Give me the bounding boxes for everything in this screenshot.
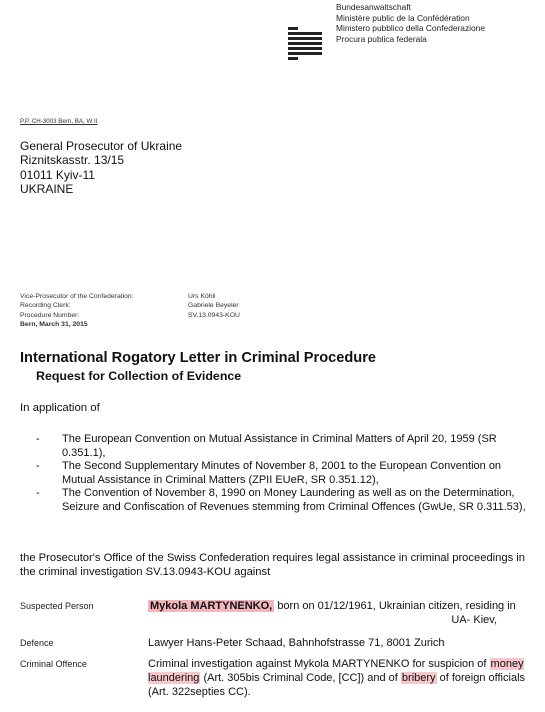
agency-line: Bundesanwaltschaft — [336, 2, 411, 12]
document-title: International Rogatory Letter in Criminal Procedure — [20, 350, 376, 366]
offence-text: Criminal investigation against Mykola MARTYNENKO for suspicion of — [148, 658, 487, 670]
highlight-bribery: bribery — [401, 672, 436, 684]
meta-row — [20, 292, 240, 301]
suspect-label: Suspected Person — [20, 601, 94, 611]
suspect-name: Mykola MARTYNENKO, — [150, 600, 273, 612]
offence-text: (Art. 305bis Criminal Code, [CC]) and of — [203, 672, 398, 684]
defence-value: Lawyer Hans-Peter Schaad, Bahnhofstrasse 71, 8001 Zurich — [148, 637, 445, 649]
list-item-text: The Second Supplementary Minutes of November 8, 2001 to the European Convention on Mutual Assistance in Criminal Matters (ZPII EUeR, SR 0.351.12), — [62, 460, 502, 486]
suspect-details: born on 01/12/1961, Ukrainian citizen, residing in — [277, 600, 516, 612]
confederation-logo-icon — [288, 27, 322, 62]
legal-basis-list — [36, 433, 526, 514]
meta-row — [20, 301, 240, 310]
agency-line: Ministère public de la Confédération — [336, 12, 470, 23]
defence-label: Defence — [20, 638, 54, 648]
bullet-dash: - — [36, 460, 40, 472]
recipient-line: 01011 Kyiv-11 — [20, 167, 95, 182]
recipient-line: UKRAINE — [20, 182, 74, 197]
recipient-line: Riznitskasstr. 13/15 — [20, 153, 125, 168]
agency-line: Ministero pubblico della Confederazione — [336, 23, 485, 33]
meta-value: Gabriele Beyeler — [188, 302, 239, 310]
bullet-dash: - — [36, 433, 40, 445]
agency-line: Procura publica federala — [336, 33, 427, 44]
list-item-text: The Convention of November 8, 1990 on Money Laundering as well as on the Determination, Seizure and Confiscation of Revenues stemming from Criminal Offences (GwUe, SR 0.311.53), — [62, 487, 526, 513]
document-date: Bern, March 31, 2015 — [20, 321, 88, 329]
highlight-money-laundering: money laundering — [148, 658, 524, 684]
list-item — [36, 460, 526, 487]
procedure-meta — [20, 292, 240, 330]
request-paragraph: the Prosecutor's Office of the Swiss Confederation requires legal assistance in criminal proceedings in the criminal investigation SV.13.0943-KOU against — [20, 552, 525, 578]
recipient-address — [20, 139, 182, 197]
suspect-value — [148, 599, 533, 627]
meta-label: Procedure Number: — [20, 311, 80, 319]
meta-value: Urs Köhli — [188, 293, 216, 300]
meta-label: Recording Clerk: — [20, 302, 71, 310]
sender-line: P.P. CH-3003 Bern, BA, W II — [20, 118, 98, 125]
offence-text: of foreign officials (Art. 322septies CC). — [148, 672, 526, 698]
list-item-text: The European Convention on Mutual Assistance in Criminal Matters of April 20, 1959 (SR 0.351.1), — [62, 433, 497, 459]
bullet-dash: - — [36, 487, 40, 499]
meta-row — [20, 311, 240, 320]
meta-value: SV.13.0943-KOU — [188, 311, 240, 319]
recipient-line: General Prosecutor of Ukraine — [20, 139, 183, 153]
suspect-residence: UA- Kiev, — [451, 614, 497, 626]
offence-value — [148, 657, 533, 699]
offence-label: Criminal Offence — [20, 659, 87, 669]
list-item — [36, 487, 526, 514]
agency-name-block — [336, 2, 485, 44]
document-subtitle: Request for Collection of Evidence — [36, 369, 242, 383]
intro-line: In application of — [20, 402, 100, 414]
list-item — [36, 433, 526, 460]
meta-label: Vice-Prosecutor of the Confederation: — [20, 293, 134, 300]
